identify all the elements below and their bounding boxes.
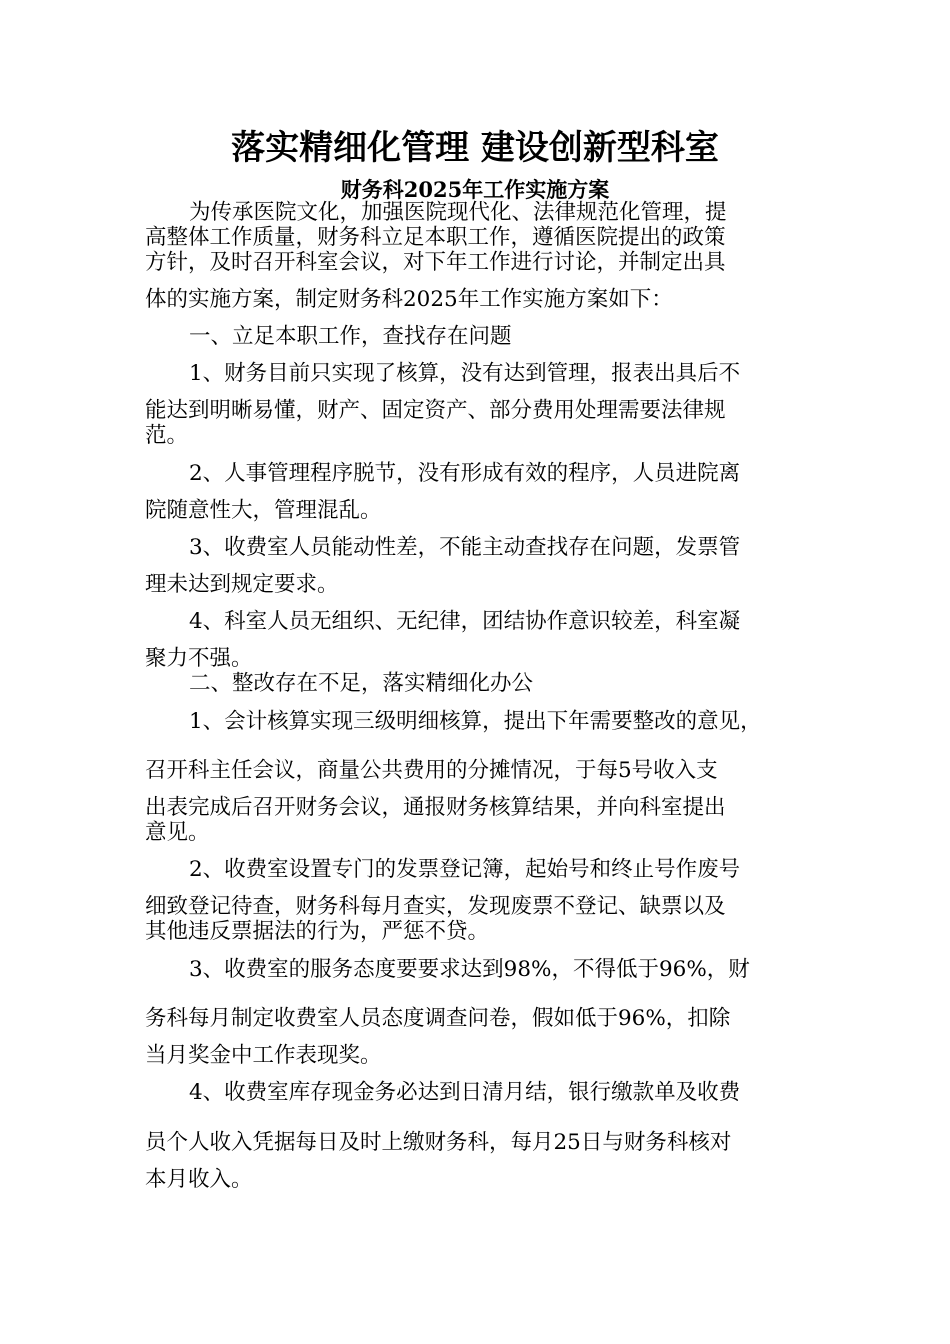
text-line: 意见。: [145, 820, 210, 845]
document-subtitle: 财务科2025年工作实施方案: [340, 177, 610, 202]
text-line: 2、收费室设置专门的发票登记簿，起始号和终止号作废号: [189, 857, 741, 882]
text-line: 范。: [145, 423, 189, 448]
text-line: 细致登记待查，财务科每月查实，发现废票不登记、缺票以及: [145, 894, 726, 919]
text-line: 当月奖金中工作表现奖。: [145, 1043, 382, 1068]
text-line: 4、科室人员无组织、无纪律，团结协作意识较差，科室凝: [189, 609, 741, 634]
text-line: 3、收费室的服务态度要要求达到98%，不得低于96%，财: [189, 957, 750, 982]
text-line: 3、收费室人员能动性差，不能主动查找存在问题，发票管: [189, 535, 741, 560]
section-heading: 二、整改存在不足，落实精细化办公: [189, 671, 534, 696]
text-line: 院随意性大，管理混乱。: [145, 498, 382, 523]
text-line: 2、人事管理程序脱节，没有形成有效的程序，人员进院离: [189, 461, 741, 486]
text-line: 1、会计核算实现三级明细核算，提出下年需要整改的意见，: [189, 709, 762, 734]
text-line: 召开科主任会议，商量公共费用的分摊情况，于每5号收入支: [145, 758, 718, 783]
text-line: 本月收入。: [145, 1167, 253, 1192]
text-line: 务科每月制定收费室人员态度调查问卷，假如低于96%，扣除: [145, 1006, 731, 1031]
text-line: 能达到明晰易懂，财产、固定资产、部分费用处理需要法律规: [145, 398, 726, 423]
text-line: 高整体工作质量，财务科立足本职工作，遵循医院提出的政策: [145, 225, 726, 250]
section-heading: 一、立足本职工作，查找存在问题: [189, 324, 512, 349]
text-line: 体的实施方案，制定财务科2025年工作实施方案如下：: [145, 287, 673, 312]
text-line: 1、财务目前只实现了核算，没有达到管理，报表出具后不: [189, 361, 741, 386]
text-line: 为传承医院文化，加强医院现代化、法律规范化管理，提: [189, 200, 727, 225]
text-line: 理未达到规定要求。: [145, 572, 339, 597]
text-line: 员个人收入凭据每日及时上缴财务科，每月25日与财务科核对: [145, 1130, 732, 1155]
text-line: 方针，及时召开科室会议，对下年工作进行讨论，并制定出具: [145, 250, 726, 275]
text-line: 出表完成后召开财务会议，通报财务核算结果，并向科室提出: [145, 795, 726, 820]
text-line: 4、收费室库存现金务必达到日清月结，银行缴款单及收费: [189, 1080, 741, 1105]
document-title: 落实精细化管理 建设创新型科室: [231, 128, 719, 168]
text-line: 聚力不强。: [145, 646, 253, 671]
text-line: 其他违反票据法的行为，严惩不贷。: [145, 919, 490, 944]
